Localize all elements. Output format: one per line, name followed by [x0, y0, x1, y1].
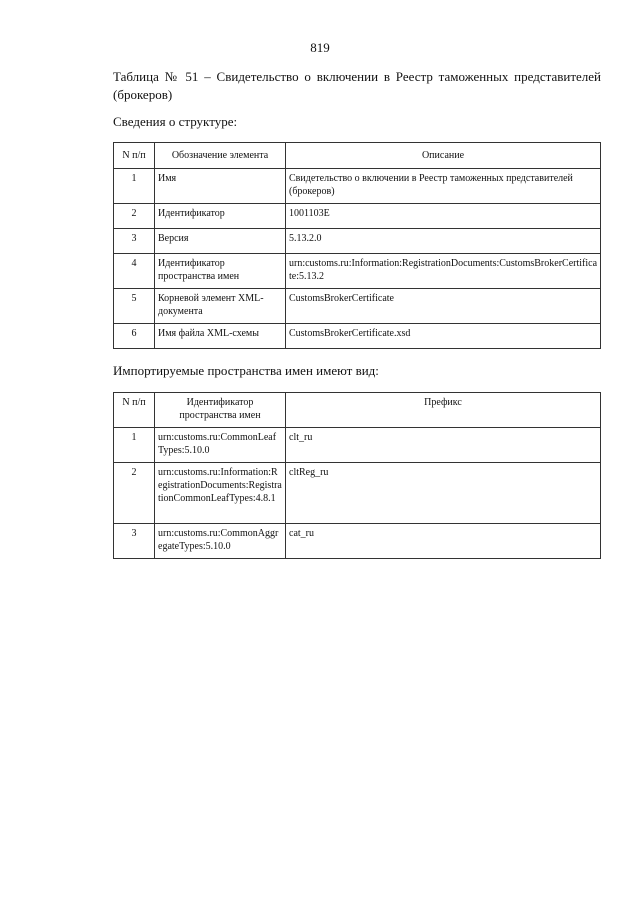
header-num: N п/п	[114, 143, 155, 169]
row-num: 4	[114, 254, 155, 289]
row-num: 1	[114, 169, 155, 204]
row-name: Корневой элемент XML-документа	[155, 289, 286, 324]
row-num: 3	[114, 524, 155, 559]
header-prefix: Префикс	[286, 393, 601, 428]
row-num: 5	[114, 289, 155, 324]
structure-heading: Сведения о структуре:	[113, 114, 238, 129]
row-name: Версия	[155, 229, 286, 254]
table-header-row	[114, 393, 601, 428]
table-row	[114, 229, 601, 254]
row-desc: 1001103E	[286, 204, 601, 229]
row-num: 2	[114, 204, 155, 229]
row-name: Идентификатор	[155, 204, 286, 229]
row-prefix: clt_ru	[286, 428, 601, 463]
page-number: 819	[310, 40, 330, 55]
row-desc: urn:customs.ru:Information:RegistrationDocuments:CustomsBrokerCertificate:5.13.2	[286, 254, 601, 289]
table-row	[114, 254, 601, 289]
row-num: 3	[114, 229, 155, 254]
row-prefix: cltReg_ru	[286, 463, 601, 524]
structure-table	[113, 142, 601, 349]
header-description: Описание	[286, 143, 601, 169]
row-name: Имя файла XML-схемы	[155, 324, 286, 349]
table-row	[114, 324, 601, 349]
imports-heading: Импортируемые пространства имен имеют вид:	[113, 363, 379, 378]
row-num: 6	[114, 324, 155, 349]
table-row	[114, 463, 601, 524]
row-prefix: cat_ru	[286, 524, 601, 559]
table-header-row	[114, 143, 601, 169]
row-namespace-id: urn:customs.ru:CommonAggregateTypes:5.10.0	[155, 524, 286, 559]
header-element-name: Обозначение элемента	[155, 143, 286, 169]
row-desc: 5.13.2.0	[286, 229, 601, 254]
row-desc: CustomsBrokerCertificate	[286, 289, 601, 324]
row-desc: CustomsBrokerCertificate.xsd	[286, 324, 601, 349]
table-row	[114, 204, 601, 229]
row-name: Имя	[155, 169, 286, 204]
row-namespace-id: urn:customs.ru:CommonLeafTypes:5.10.0	[155, 428, 286, 463]
header-num: N п/п	[114, 393, 155, 428]
imports-table	[113, 392, 601, 559]
row-namespace-id: urn:customs.ru:Information:RegistrationDocuments:RegistrationCommonLeafTypes:4.8.1	[155, 463, 286, 524]
row-desc: Свидетельство о включении в Реестр таможенных представителей (брокеров)	[286, 169, 601, 204]
table-caption: Таблица № 51 – Свидетельство о включении в Реестр таможенных представителей (брокеров)	[113, 69, 601, 102]
table-row	[114, 169, 601, 204]
table-row	[114, 428, 601, 463]
row-num: 2	[114, 463, 155, 524]
header-namespace-id: Идентификатор пространства имен	[155, 393, 286, 428]
row-num: 1	[114, 428, 155, 463]
table-row	[114, 289, 601, 324]
row-name: Идентификатор пространства имен	[155, 254, 286, 289]
table-row	[114, 524, 601, 559]
